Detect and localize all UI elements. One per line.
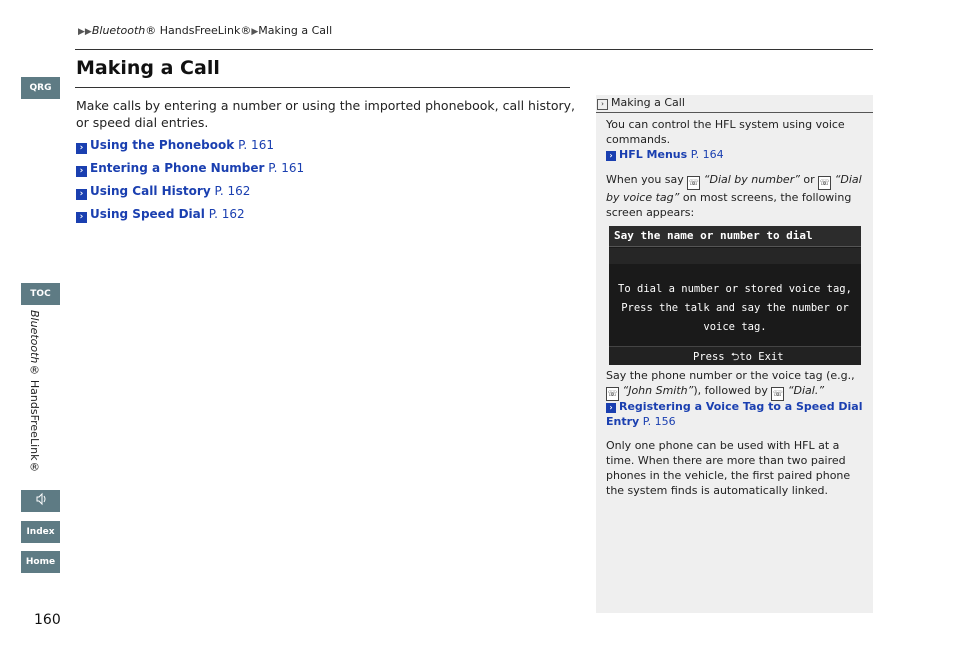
screen-exit-text: Press ⮌to Exit bbox=[693, 351, 784, 363]
screen-title: Say the name or number to dial bbox=[614, 229, 813, 242]
link-using-speed-dial[interactable] bbox=[76, 207, 245, 223]
arrow-right-icon: › bbox=[76, 143, 87, 154]
home-tab[interactable]: Home bbox=[21, 551, 60, 573]
screen-title-bar bbox=[609, 226, 861, 247]
arrow-right-icon: › bbox=[606, 151, 616, 161]
arrow-right-icon: › bbox=[76, 212, 87, 223]
talk-icon: ☏ bbox=[818, 176, 831, 190]
sidebar-paragraph-3: Say the phone number or the voice tag (e.g., ☏ “John Smith”), followed by ☏ “Dial.” bbox=[606, 368, 864, 401]
phone-tab[interactable] bbox=[21, 490, 60, 512]
breadcrumb-hfl[interactable]: ® HandsFreeLink® bbox=[145, 24, 252, 37]
title-rule bbox=[75, 87, 570, 88]
arrow-right-icon: › bbox=[76, 189, 87, 200]
triangle-icon: ▶ bbox=[251, 27, 259, 37]
sidebar-paragraph-4: Only one phone can be used with HFL at a time. When there are more than two paired phones in the vehicle, the first paired phone the system finds is automatically linked. bbox=[606, 439, 851, 497]
link-page: P. 161 bbox=[238, 138, 274, 152]
sidebar-heading: › Making a Call bbox=[596, 95, 873, 113]
voice-screen-image bbox=[609, 226, 861, 365]
breadcrumb bbox=[78, 24, 332, 37]
sidebar-paragraph-1: You can control the HFL system using voice commands. bbox=[606, 118, 845, 146]
link-registering-voice-tag[interactable]: › Registering a Voice Tag to a Speed Dial Entry P. 156 bbox=[606, 400, 863, 428]
link-label: Using Call History bbox=[90, 184, 211, 198]
link-label: Using the Phonebook bbox=[90, 138, 235, 152]
sidebar-paragraph-2: When you say ☏ “Dial by number” or ☏ “Dial by voice tag” on most screens, the following screen appears: bbox=[606, 173, 862, 219]
page-number: 160 bbox=[34, 612, 61, 628]
link-entering-phone-number[interactable] bbox=[76, 161, 304, 177]
note-icon: › bbox=[597, 99, 608, 110]
screen-band bbox=[609, 248, 861, 264]
link-using-call-history[interactable] bbox=[76, 184, 250, 200]
link-page: P. 162 bbox=[214, 184, 251, 198]
link-using-phonebook[interactable] bbox=[76, 138, 274, 154]
talk-icon: ☏ bbox=[771, 387, 784, 401]
link-label: Using Speed Dial bbox=[90, 207, 205, 221]
intro-text: Make calls by entering a number or using the imported phonebook, call history, or speed dial entries. bbox=[76, 98, 576, 130]
triangle-icon: ▶▶ bbox=[78, 27, 92, 37]
screen-footer bbox=[609, 346, 861, 365]
talk-icon bbox=[34, 492, 48, 506]
breadcrumb-bluetooth[interactable]: Bluetooth bbox=[91, 24, 146, 37]
arrow-right-icon: › bbox=[606, 403, 616, 413]
link-hfl-menus[interactable]: › HFL Menus P. 164 bbox=[606, 147, 864, 162]
arrow-right-icon: › bbox=[76, 166, 87, 177]
toc-tab[interactable]: TOC bbox=[21, 283, 60, 305]
index-tab[interactable]: Index bbox=[21, 521, 60, 543]
talk-icon: ☏ bbox=[606, 387, 619, 401]
breadcrumb-current: Making a Call bbox=[258, 24, 333, 37]
qrg-tab[interactable]: QRG bbox=[21, 77, 60, 99]
link-page: P. 162 bbox=[208, 207, 245, 221]
section-label: Bluetooth® HandsFreeLink® bbox=[28, 310, 41, 474]
talk-icon: ☏ bbox=[687, 176, 700, 190]
screen-message: To dial a number or stored voice tag, Press the talk and say the number or voice tag. bbox=[618, 283, 852, 333]
header-rule bbox=[75, 49, 873, 50]
page-title: Making a Call bbox=[76, 57, 220, 79]
link-page: P. 161 bbox=[268, 161, 305, 175]
link-label: Entering a Phone Number bbox=[90, 161, 265, 175]
